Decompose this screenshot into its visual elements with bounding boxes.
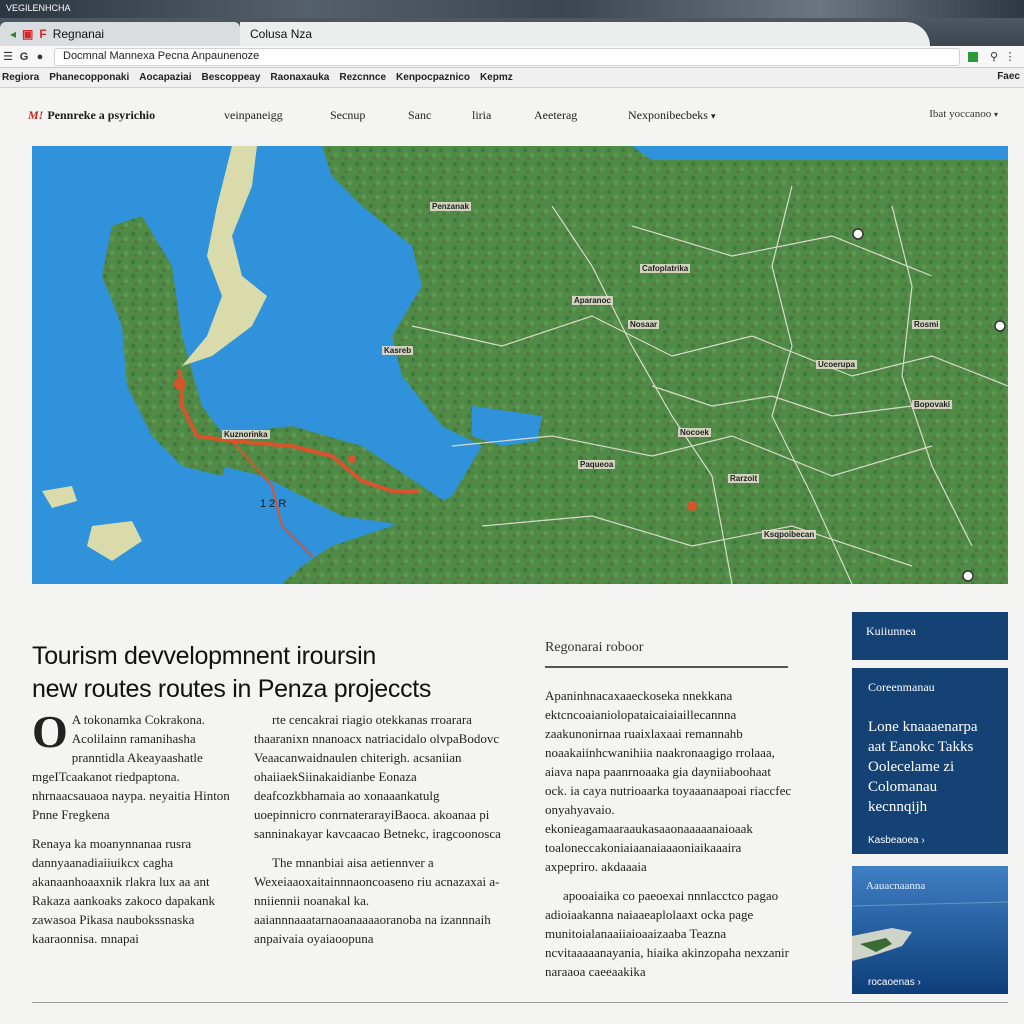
- north-island-shape: [182, 146, 267, 366]
- location-pin-icon: [995, 321, 1005, 331]
- paragraph: Apaninhnacaxaaeckoseka nnekkana ektcncoaianiolopataicaiaiaillecannna zaakunonirnaa ruaixlaxaai remannahb noaakaiinhcwanihiia naakronaagigo rrolaaa, aiava napa paanrnoaaka gia dayniiaboohaat ock. ia caya nutrioaarka toyaaanaapoai riaccfec onyahyavaio. ekonieagamaaraaukasaaonaaaaanaioaak toaloneccakoniaiaanaiaaaoniaikaaaira axpepriro. akdaaaia: [545, 688, 792, 874]
- map-label: Paqueoa: [580, 460, 614, 469]
- tab-colusa[interactable]: [240, 22, 930, 46]
- bookmark-item[interactable]: Phanecopponaki: [49, 72, 130, 83]
- paragraph: rte cencakrai riagio otekkanas rroarara thaaranixn nnanoacx natriacidalo olvpaBodovc Veaacanwaidnaulen chiterigh. acsaniian ohaiiaekSiinakaidianbe Eonaza deafcozkbhamaia ao xonaaankatulg uoepinnicro conrnaterarayiBaoca. akoanaa pi sanninakayar kavcaacao Betnekc, iragcoonosca: [254, 712, 501, 841]
- site-dot-icon: ●: [36, 50, 44, 63]
- sidebar-box-1[interactable]: [852, 612, 1008, 660]
- related-section-title: Regonarai roboor: [545, 640, 788, 668]
- paragraph: Renaya ka moanynnanaa rusra dannyaanadiaiiuikcx cagha akanaanhoaaxnik rlakra lux aa ant Rakaza aankoaks zakoco dapakank zawasoa Pikasa naubokssnaska kaaraonnisa. mnapai: [32, 836, 215, 946]
- paragraph: apooaiaika co paeoexai nnnlacctco pagao adioiaakanna naiaaeaplolaaxt ocka page munitoialanaaiiaioaaizaaba Teazna ncvitaaaaanayania, hiaika akinzopaha nexzanir naraaoa caeeaakika: [545, 888, 789, 979]
- sidebar-box-3[interactable]: [852, 866, 1008, 994]
- region-map[interactable]: [32, 146, 1008, 584]
- site-logo[interactable]: [28, 108, 155, 123]
- map-label: Ksqpoibecan: [764, 530, 815, 539]
- paragraph: A tokonamka Cokrakona. Acolilainn ramanihasha pranntidla Akeayaashatle mgeITcaakanot riedpaptona. nhrnaacsauaoa naypa. neyaitia Hinton Pnne Fregkena: [32, 712, 230, 822]
- back-arrow-icon[interactable]: ◂: [10, 27, 17, 41]
- tab-label: Colusa Nza: [250, 27, 313, 41]
- nav-language-select[interactable]: [929, 108, 998, 120]
- map-canvas: [32, 146, 1008, 584]
- nav-item-3[interactable]: Sanc: [408, 108, 432, 122]
- settings-icon[interactable]: ⋮: [1004, 51, 1016, 63]
- tab-regnanai[interactable]: [0, 22, 240, 46]
- sidebar-box-title: Aauacnaanna: [866, 880, 926, 892]
- extension-icon[interactable]: [968, 52, 978, 62]
- strip-text: VEGILENHCHA: [6, 3, 71, 13]
- browser-top-strip: [0, 0, 1024, 18]
- bookmark-item[interactable]: Kepmz: [479, 72, 513, 83]
- map-label: Kuznorinka: [224, 430, 268, 439]
- map-label: Kasreb: [384, 346, 412, 355]
- map-label: Aparanoc: [574, 296, 611, 305]
- location-pin-icon: [853, 229, 863, 239]
- logo-text: Pennreke a psyrichio: [47, 108, 156, 122]
- bookmark-item[interactable]: Regiora: [2, 72, 40, 83]
- map-label: Nosaar: [630, 320, 658, 329]
- lock-icon: ▣: [22, 27, 34, 41]
- tab-label: Regnanai: [52, 27, 105, 41]
- bookmarks-bar: [0, 68, 1024, 88]
- google-icon[interactable]: G: [19, 50, 29, 63]
- map-label: Nocoek: [680, 428, 709, 437]
- small-island-shape: [87, 521, 142, 561]
- bookmark-right[interactable]: Faec: [997, 71, 1020, 82]
- headline-line-1: Tourism devvelopmnent iroursin: [32, 642, 376, 670]
- address-bar: [0, 46, 1024, 68]
- map-label: Penzanak: [432, 202, 469, 211]
- bookmark-item[interactable]: Bescoppeay: [201, 72, 261, 83]
- menu-icon[interactable]: ☰: [3, 51, 13, 63]
- search-icon[interactable]: ⚲: [989, 51, 999, 63]
- url-input[interactable]: Docmnal Mannexa Pecna Anpaunenoze: [54, 48, 960, 66]
- article-column-1: [32, 706, 237, 958]
- map-label: Rosmi: [914, 320, 939, 329]
- bookmark-item[interactable]: Kenpocpaznico: [396, 72, 470, 83]
- sidebar-box-text: Lone knaaaenarpa aat Eanokc Takks Oolecelame zi Colomanau kecnnqijh: [868, 719, 978, 815]
- sidebar-box-title: Coreenmanau: [868, 680, 935, 694]
- footer-divider: [32, 1002, 1008, 1003]
- nav-right-label: Ibat yoccanoo: [929, 108, 992, 120]
- nav-item-6-label: Nexponibecbeks: [628, 108, 708, 122]
- site-nav: [28, 104, 998, 130]
- sidebar-more-link[interactable]: rocaoenas ›: [868, 977, 921, 988]
- bookmark-item[interactable]: Raonaxauka: [270, 72, 330, 83]
- bookmark-item[interactable]: Aocapaziai: [139, 72, 192, 83]
- drop-cap: O: [32, 706, 68, 757]
- map-label: Rarzoit: [730, 474, 758, 483]
- sidebar-box-2[interactable]: [852, 668, 1008, 854]
- chevron-down-icon: ▾: [710, 111, 716, 121]
- nav-item-5[interactable]: Aeeterag: [534, 108, 578, 122]
- nav-item-2[interactable]: Secnup: [330, 108, 366, 122]
- map-label: Bopovaki: [914, 400, 951, 409]
- nav-item-1[interactable]: veinpaneigg: [224, 108, 283, 122]
- article-headline: [32, 640, 502, 705]
- route-label: 1 2 R: [260, 498, 287, 510]
- logo-mark: M!: [28, 108, 44, 122]
- map-label: Cafoplatrika: [642, 264, 689, 273]
- map-label: Ucoerupa: [818, 360, 855, 369]
- nav-item-4[interactable]: liria: [472, 108, 492, 122]
- location-pin-icon: [963, 571, 973, 581]
- bookmark-item[interactable]: Rezcnnce: [339, 72, 387, 83]
- article-column-2: [254, 710, 504, 958]
- nav-item-6-dropdown[interactable]: [628, 108, 716, 123]
- sidebar-more-link[interactable]: Kasbeaoea ›: [868, 835, 925, 846]
- chevron-down-icon: ▾: [993, 110, 998, 119]
- article-column-3: [545, 686, 795, 991]
- site-favicon-icon: F: [39, 27, 47, 41]
- sidebar-box-title: Kuiiunnea: [866, 624, 916, 638]
- headline-line-2: new routes routes in Penza projeccts: [32, 674, 432, 703]
- tiny-island-shape: [42, 486, 77, 508]
- paragraph: The mnanbiai aisa aetiennver a Wexeiaaoxaitainnnaoncoaseno riu acnazaxai a-nniiennii noanakal ka. aaiannnaaatarnaoanaaaaoranoba na izannnaih anpaivaia oyaiaoopuna: [254, 855, 500, 946]
- tab-bar: [0, 18, 1024, 46]
